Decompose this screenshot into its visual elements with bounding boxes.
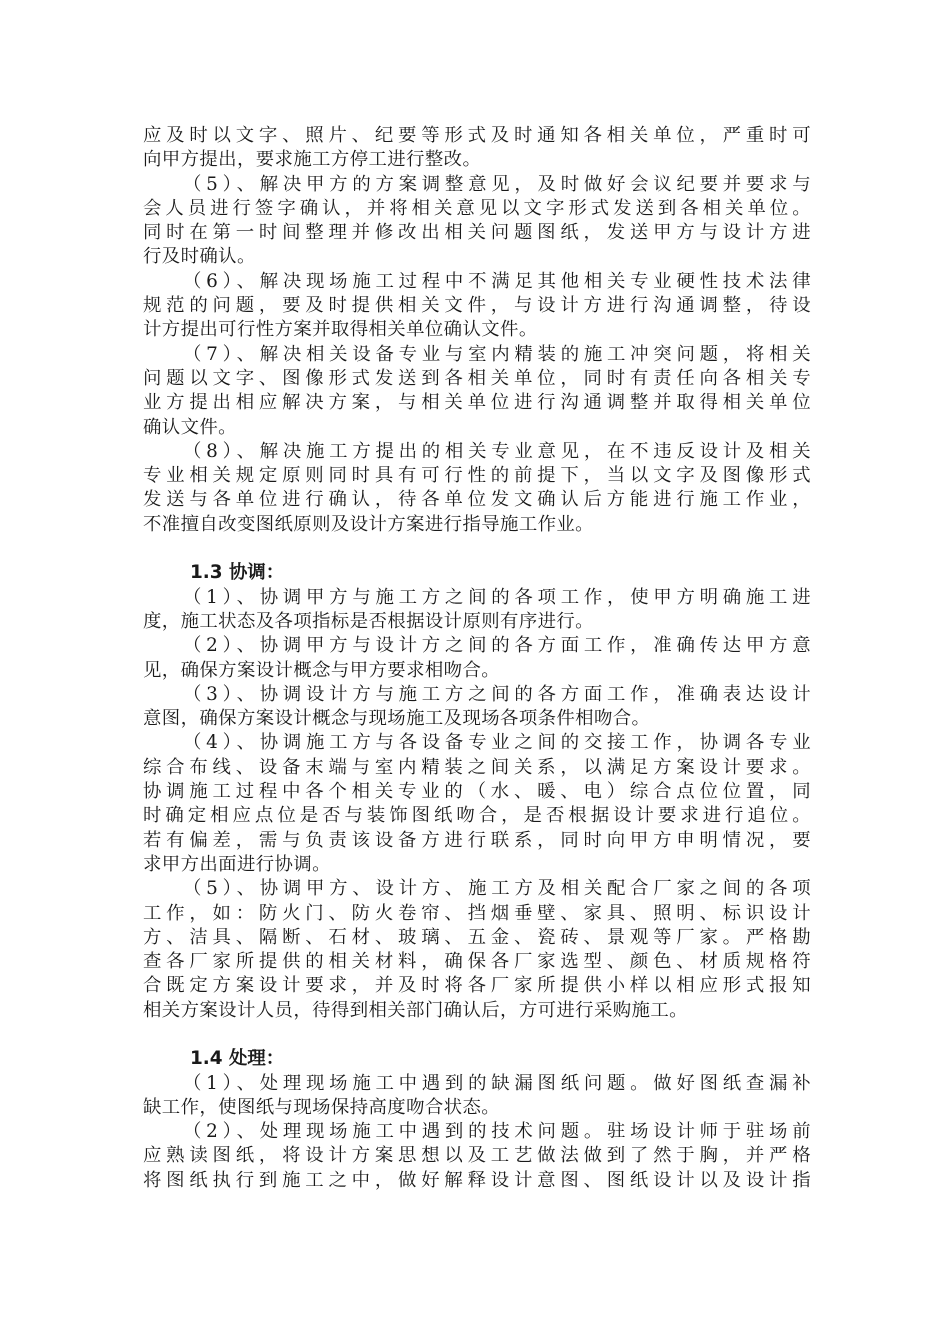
- section-gap: [143, 1023, 811, 1047]
- text-line: 若有偏差，需与负责该设备方进行联系，同时向甲方申明情况，要: [143, 829, 811, 851]
- section-heading-handling: 1.4 处理：: [190, 1048, 285, 1070]
- text-line: 相关方案设计人员，待得到相关部门确认后，方可进行采购施工。: [143, 999, 688, 1021]
- text-line: （7）、解决相关设备专业与室内精装的施工冲突问题，将相关: [183, 343, 811, 365]
- text-line: 行及时确认。: [143, 246, 256, 268]
- section-gap: [143, 537, 811, 561]
- document-body: [143, 124, 811, 1193]
- text-line: （5）、解决甲方的方案调整意见，及时做好会议纪要并要求与: [183, 173, 811, 195]
- text-line: 时确定相应点位是否与装饰图纸吻合，是否根据设计要求进行追位。: [143, 805, 811, 827]
- text-line: 不准擅自改变图纸原则及设计方案进行指导施工作业。: [143, 513, 594, 535]
- text-line: 工作，如：防火门、防火卷帘、挡烟垂壁、家具、照明、标识设计: [143, 902, 811, 924]
- text-line: 专业相关规定原则同时具有可行性的前提下，当以文字及图像形式: [143, 465, 811, 487]
- paragraph-resolve-5: [143, 173, 811, 270]
- paragraph-intro-continued: [143, 124, 811, 173]
- text-line: （6）、解决现场施工过程中不满足其他相关专业硬性技术法律: [183, 270, 811, 292]
- text-line: 见，确保方案设计概念与甲方要求相吻合。: [143, 659, 501, 681]
- text-line: 会人员进行签字确认，并将相关意见以文字形式发送到各相关单位。: [143, 197, 811, 219]
- text-line: 方、洁具、隔断、石材、玻璃、五金、瓷砖、景观等厂家。严格勘: [143, 926, 811, 948]
- text-line: 求甲方出面进行协调。: [143, 853, 331, 875]
- paragraph-handle-2: [143, 1120, 811, 1193]
- text-line: 协调施工过程中各个相关专业的（水、暖、电）综合点位位置，同: [143, 781, 811, 803]
- text-line: （1）、处理现场施工中遇到的缺漏图纸问题。做好图纸查漏补: [183, 1072, 811, 1094]
- text-line: （2）、协调甲方与设计方之间的各方面工作，准确传达甲方意: [183, 635, 811, 657]
- text-line: 发送与各单位进行确认，待各单位发文确认后方能进行施工作业，: [143, 489, 811, 511]
- paragraph-coordinate-3: [143, 683, 811, 732]
- text-line: 应及时以文字、照片、纪要等形式及时通知各相关单位，严重时可: [143, 125, 811, 146]
- text-line: 缺工作，使图纸与现场保持高度吻合状态。: [143, 1096, 501, 1118]
- text-line: （1）、协调甲方与施工方之间的各项工作，使甲方明确施工进: [183, 586, 811, 608]
- text-line: （5）、协调甲方、设计方、施工方及相关配合厂家之间的各项: [183, 878, 811, 900]
- section-heading-coordination: 1.3 协调：: [190, 562, 285, 584]
- text-line: 规范的问题，要及时提供相关文件，与设计方进行沟通调整，待设: [143, 295, 811, 317]
- paragraph-handle-1: [143, 1072, 811, 1121]
- text-line: 应熟读图纸，将设计方案思想以及工艺做法做到了然于胸，并严格: [143, 1145, 811, 1167]
- paragraph-resolve-6: [143, 270, 811, 343]
- paragraph-coordinate-1: [143, 586, 811, 635]
- paragraph-coordinate-4: [143, 731, 811, 877]
- paragraph-resolve-7: [143, 343, 811, 440]
- text-line: （8）、解决施工方提出的相关专业意见，在不违反设计及相关: [183, 440, 811, 462]
- paragraph-coordinate-5: [143, 877, 811, 1023]
- text-line: 综合布线、设备末端与室内精装之间关系，以满足方案设计要求。: [143, 756, 811, 778]
- text-line: 将图纸执行到施工之中，做好解释设计意图、图纸设计以及设计指: [143, 1169, 811, 1191]
- paragraph-resolve-8: [143, 440, 811, 537]
- text-line: 合既定方案设计要求，并及时将各厂家所提供小样以相应形式报知: [143, 975, 811, 997]
- text-line: 意图，确保方案设计概念与现场施工及现场各项条件相吻合。: [143, 708, 651, 730]
- paragraph-coordinate-2: [143, 634, 811, 683]
- text-line: 问题以文字、图像形式发送到各相关单位，同时有责任向各相关专: [143, 367, 811, 389]
- text-line: （4）、协调施工方与各设备专业之间的交接工作，协调各专业: [183, 732, 811, 754]
- text-line: （2）、处理现场施工中遇到的技术问题。驻场设计师于驻场前: [183, 1121, 811, 1143]
- text-line: 向甲方提出，要求施工方停工进行整改。: [143, 149, 482, 171]
- text-line: 同时在第一时间整理并修改出相关问题图纸，发送甲方与设计方进: [143, 222, 811, 244]
- text-line: 计方提出可行性方案并取得相关单位确认文件。: [143, 319, 538, 341]
- text-line: 确认文件。: [143, 416, 237, 438]
- text-line: 度，施工状态及各项指标是否根据设计原则有序进行。: [143, 610, 594, 632]
- text-line: 业方提出相应解决方案，与相关单位进行沟通调整并取得相关单位: [143, 392, 811, 414]
- text-line: 查各厂家所提供的相关材料，确保各厂家选型、颜色、材质规格符: [143, 951, 811, 973]
- text-line: （3）、协调设计方与施工方之间的各方面工作，准确表达设计: [183, 683, 811, 705]
